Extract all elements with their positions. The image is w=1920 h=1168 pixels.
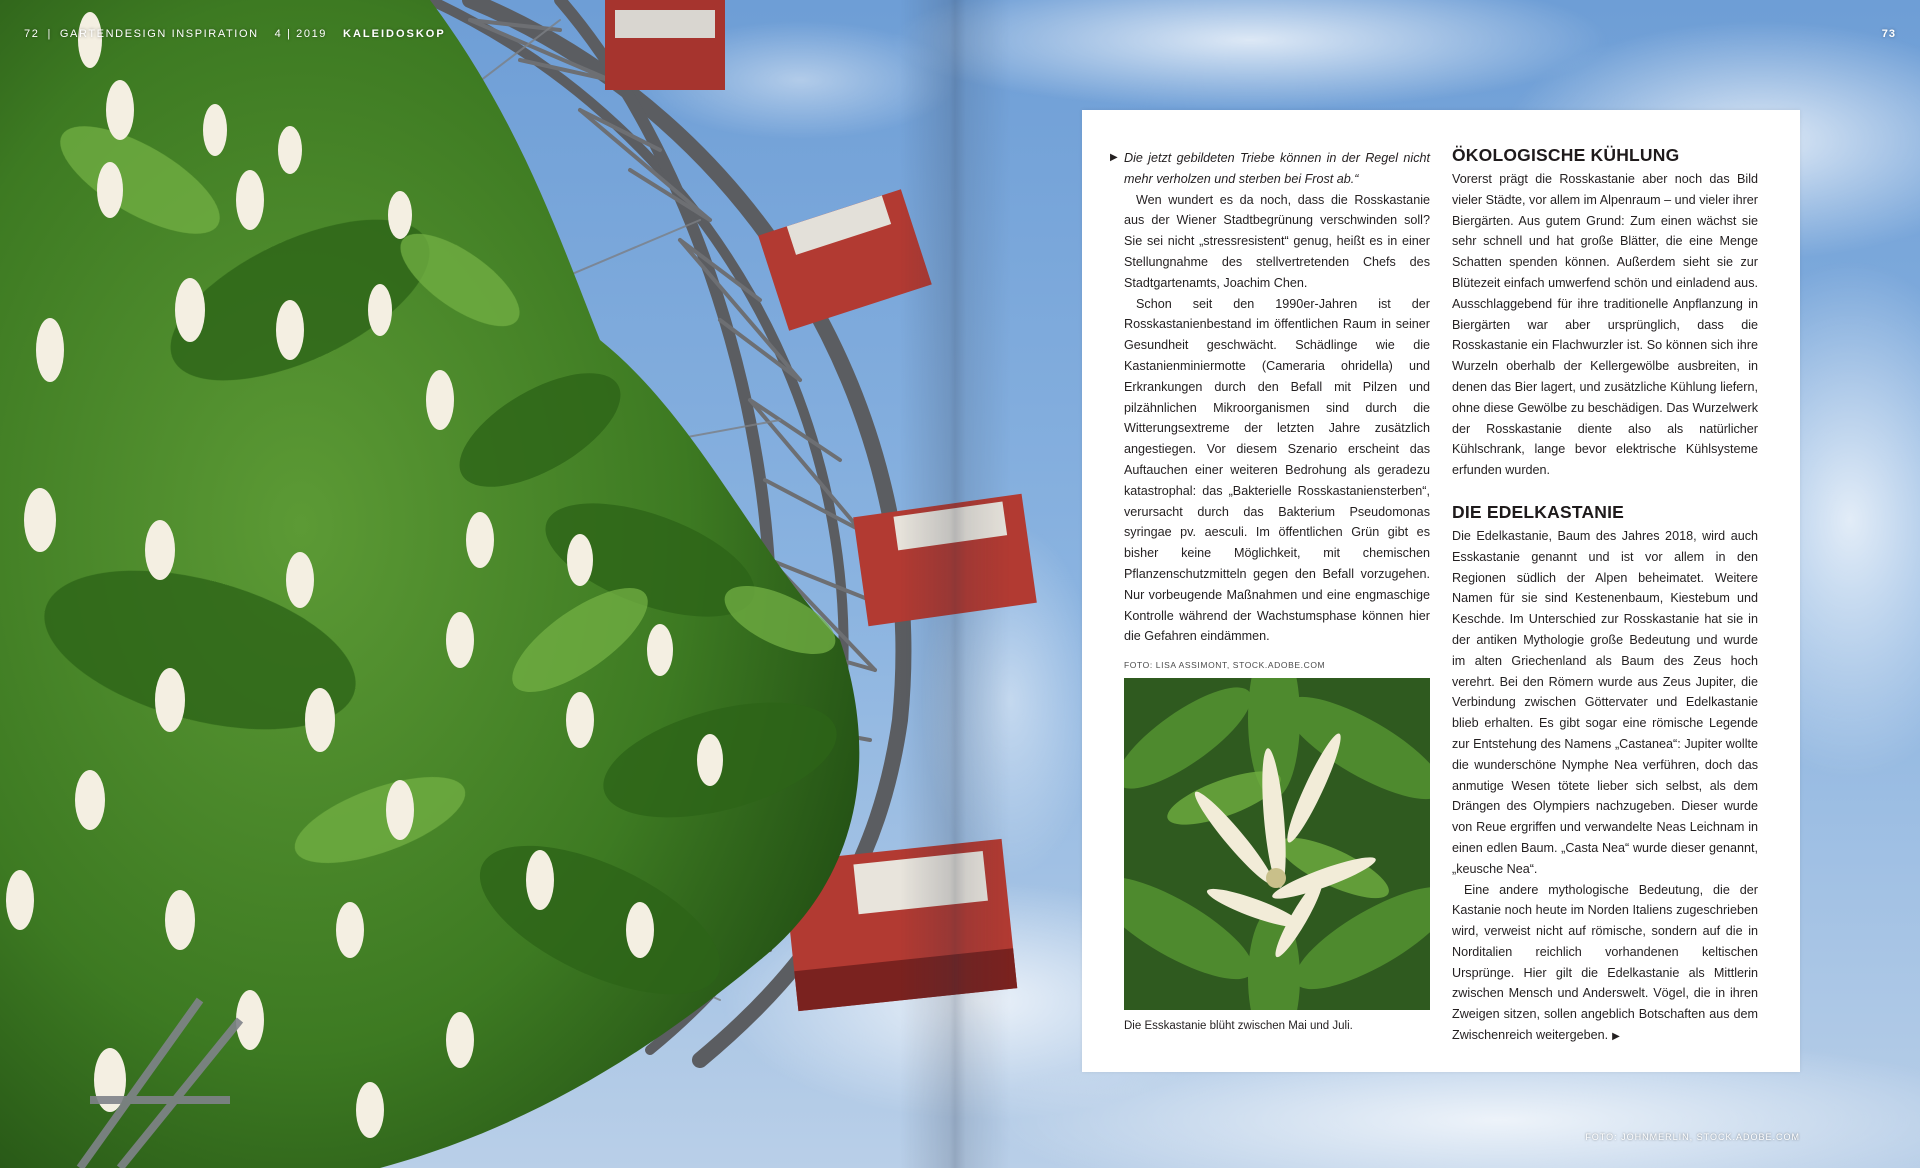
article-column-left <box>1110 148 1430 647</box>
issue-number: 4 | 2019 <box>274 28 328 40</box>
paragraph: Vorerst prägt die Rosskastanie aber noch das Bild vieler Städte, vor allem im Alpenraum – und vieler ihrer Biergärten. Aus gutem Grund: Zum einen wächst sie sehr schnell und hat große Blätter, die eine Menge Schatten spenden können. Außerdem sieht sie zur Blütezeit einfach umwerfend schön und einladend aus. Ausschlaggebend für ihre traditionelle Anpflanzung in Biergärten war aber ursprünglich, dass die Rosskastanie ein Flachwurzler ist. So können sich ihre Wurzeln oberhalb der Kellergewölbe ausbreiten, in denen das Bier lagert, und zusätzliche Kühlung liefern, ohne diese Gewölbe zu beschädigen. Das Wurzelwerk der Rosskastanie diente also als natürlicher Kühlschrank, lange bevor elektrische Kühlsysteme erfunden wurden. <box>1452 172 1758 478</box>
page-number-right: 73 <box>1881 28 1896 40</box>
section-heading: DIE EDELKASTANIE <box>1452 501 1625 522</box>
article-column-right <box>1452 144 1758 1048</box>
article-panel <box>1082 110 1800 1072</box>
gondola <box>605 0 725 90</box>
magazine-name: GARTENDESIGN INSPIRATION <box>59 28 259 40</box>
main-photo-credit: FOTO: JOHNMERLIN, STOCK.ADOBE.COM <box>1585 1132 1800 1142</box>
page-number-left: 72 <box>24 28 40 40</box>
sweet-chestnut-photo <box>1124 678 1430 1010</box>
lead-quote <box>1110 148 1430 190</box>
inset-photo-credit: FOTO: LISA ASSIMONT, STOCK.ADOBE.COM <box>1124 660 1326 670</box>
running-head: 72 | GARTENDESIGN INSPIRATION 4 | 2019 KALEIDOSKOP <box>24 28 446 40</box>
section-name: KALEIDOSKOP <box>343 28 446 40</box>
end-triangle-icon: ▶ <box>1612 1031 1620 1043</box>
paragraph: Schon seit den 1990er-Jahren ist der Rosskastanienbestand im öffentlichen Raum in seiner Gesundheit geschwächt. Schädlinge wie die Kastanienminiermotte (Cameraria ohridella) und Erkrankungen durch den Befall mit Pilzen und pilzähnlichen Mikroorganismen sind durch die Witterungsextreme der letzten Jahre zusätzlich angestiegen. Vor diesem Szenario erscheint das Auftauchen einer weiteren Bedrohung als geradezu katastrophal: das „Bakterielle Rosskastaniensterben“, verursacht durch das Bakterium Pseudomonas syringae pv. aesculi. Im öffentlichen Grün gibt es bisher keine Möglichkeit, mit chemischen Pflanzenschutzmitteln gegen den Befall vorzugehen. Nur vorbeugende Maßnahmen und eine engmaschige Kontrolle während der Wachstumsphase können hier die Gefahren eindämmen. <box>1124 296 1430 644</box>
triangle-marker-icon: ▶ <box>1110 152 1118 163</box>
paragraph: Wen wundert es da noch, dass die Rosskastanie aus der Wiener Stadtbegrünung verschwinden soll? Sie sei nicht „stressresistent“ genug, heißt es in einer Stellungnahme des stellvertretenden Chefs des Stadtgartenamts, Joachim Chen. <box>1124 192 1430 290</box>
inset-photo-caption: Die Esskastanie blüht zwischen Mai und Juli. <box>1124 1020 1353 1032</box>
section-heading: ÖKOLOGISCHE KÜHLUNG <box>1452 145 1680 165</box>
paragraph <box>1452 880 1758 1048</box>
paragraph: Die Edelkastanie, Baum des Jahres 2018, wird auch Esskastanie genannt und ist vor allem in den Regionen südlich der Alpen beheimatet. Weitere Namen für sie sind Kestenenbaum, Kiestebum und Keschde. Im Unterschied zur Rosskastanie hat sie in der antiken Mythologie große Bedeutung und wurde im alten Griechenland als Baum des Zeus hoch verehrt. Bei den Römern wurde aus Zeus Jupiter, die Verbindung zwischen Göttervater und Edelkastanie blieb erhalten. Es gibt sogar eine römische Legende zur Entstehung des Namens „Castanea“: Jupiter wollte die wunderschöne Nymphe Nea verführen, doch das anmutige Wesen tötete lieber sich selbst, als dem Drängen des Olympiers nachzugeben. Dieser wurde von Reue ergriffen und verwandelte Neas Leichnam in einen edlen Baum. „Casta Nea“ wurde dieser genannt, „keusche Nea“. <box>1452 528 1758 876</box>
paragraph-text: Eine andere mythologische Bedeutung, die der Kastanie noch heute im Norden Italiens zugeschrieben wird, verweist nicht auf römische, sondern auf die in Norditalien reichlich vorhandenen keltischen Ursprünge. Hier gilt die Edelkastanie als Mittlerin zwischen Mensch und Anderswelt. Vögel, die in ihren Zweigen sitzen, sollen angeblich Botschaften aus dem Zwischenreich weitergeben. <box>1452 882 1758 1043</box>
book-gutter-shadow <box>900 0 1010 1168</box>
lead-quote-text: Die jetzt gebildeten Triebe können in der Regel nicht mehr verholzen und sterben bei Frost ab.“ <box>1124 151 1430 186</box>
